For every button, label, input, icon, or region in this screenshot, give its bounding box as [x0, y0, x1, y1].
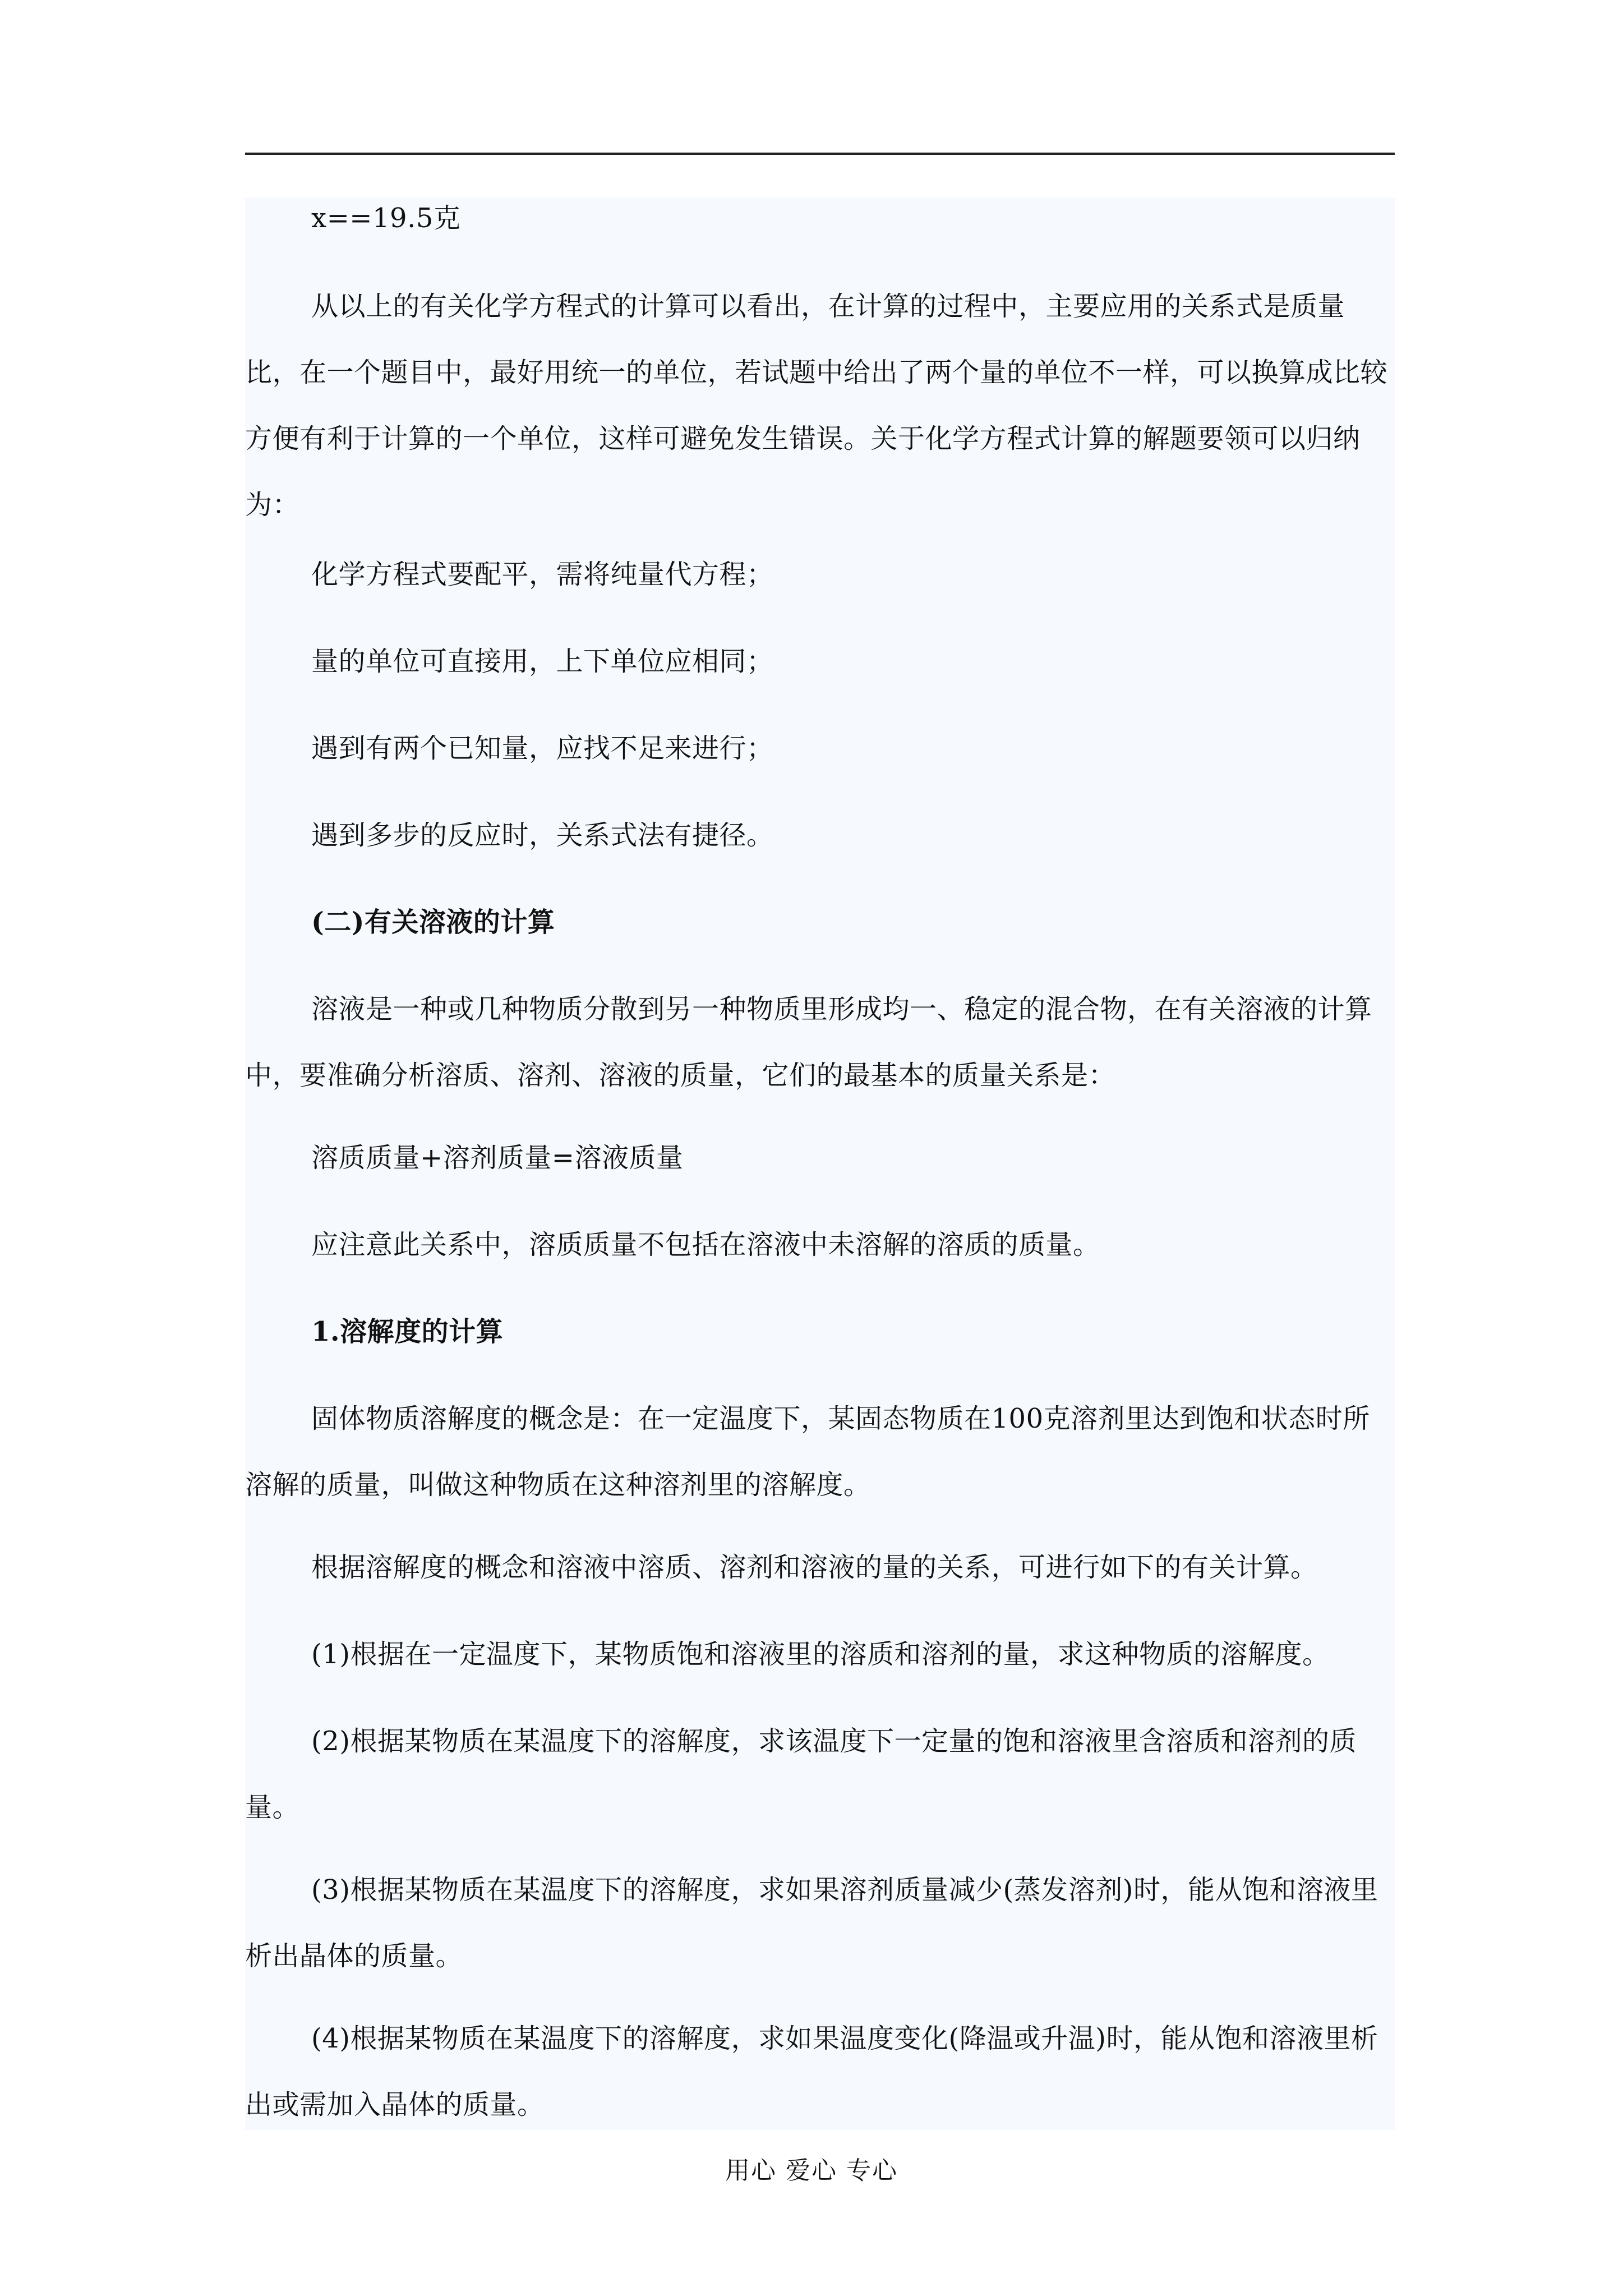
result-line: x==19.5克 — [311, 203, 461, 234]
page-footer: 用心 爱心 专心 — [725, 2156, 898, 2185]
solubility-definition-paragraph: 固体物质溶解度的概念是：在一定温度下，某固态物质在100克溶剂里达到饱和状态时所溶解的质量，叫做这种物质在这种溶剂里的溶解度。 — [245, 1403, 1370, 1501]
calculation-item-2: (2)根据某物质在某温度下的溶解度，求该温度下一定量的饱和溶液里含溶质和溶剂的质量。 — [245, 1726, 1357, 1823]
calculation-item-1: (1)根据在一定温度下，某物质饱和溶液里的溶质和溶剂的量，求这种物质的溶解度。 — [311, 1639, 1330, 1670]
calculation-item-3: (3)根据某物质在某温度下的溶解度，求如果溶剂质量减少(蒸发溶剂)时，能从饱和溶液里析出晶体的质量。 — [245, 1874, 1378, 1972]
rule-line-2: 量的单位可直接用，上下单位应相同； — [311, 646, 774, 677]
rule-line-4: 遇到多步的反应时，关系式法有捷径。 — [311, 820, 774, 851]
rule-line-3: 遇到有两个已知量，应找不足来进行； — [311, 733, 774, 764]
mass-relation-formula: 溶质质量+溶剂质量=溶液质量 — [311, 1142, 684, 1174]
solution-intro-paragraph: 溶液是一种或几种物质分散到另一种物质里形成均一、稳定的混合物，在有关溶液的计算中，要准确分析溶质、溶剂、溶液的质量，它们的最基本的质量关系是： — [245, 993, 1372, 1091]
note-paragraph: 应注意此关系中，溶质质量不包括在溶液中未溶解的溶质的质量。 — [311, 1229, 1100, 1260]
calculation-item-4: (4)根据某物质在某温度下的溶解度，求如果温度变化(降温或升温)时，能从饱和溶液里析出或需加入晶体的质量。 — [245, 2023, 1378, 2120]
section-heading-solution: (二)有关溶液的计算 — [311, 907, 555, 938]
header-rule — [245, 153, 1395, 155]
rule-line-1: 化学方程式要配平，需将纯量代方程； — [311, 559, 774, 590]
summary-paragraph: 从以上的有关化学方程式的计算可以看出，在计算的过程中，主要应用的关系式是质量比，在一个题目中，最好用统一的单位，若试题中给出了两个量的单位不一样，可以换算成比较方便有利于计算的一个单位，这样可避免发生错误。关于化学方程式计算的解题要领可以归纳为： — [245, 291, 1388, 521]
subsection-heading-solubility: 1.溶解度的计算 — [311, 1316, 504, 1347]
calculation-intro-paragraph: 根据溶解度的概念和溶液中溶质、溶剂和溶液的量的关系，可进行如下的有关计算。 — [311, 1552, 1318, 1583]
